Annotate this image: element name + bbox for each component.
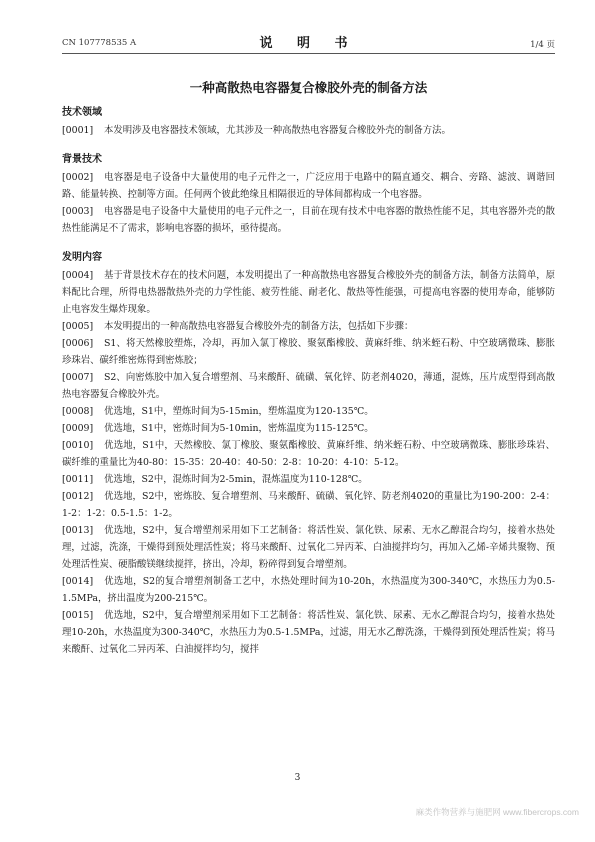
paragraph-text: 优选地，S1中，塑炼时间为5-15min，塑炼温度为120-135℃。 (104, 406, 374, 417)
paragraph (62, 369, 555, 403)
page-number: 3 (294, 773, 301, 783)
paragraph (62, 607, 555, 658)
document-type-heading: 说 明 书 (259, 36, 358, 51)
paragraph-text: 优选地，S2的复合增塑剂制备工艺中，水热处理时间为10-20h，水热温度为300-340℃，水热压力为0.5-1.5MPa，挤出温度为200-215℃。 (62, 576, 555, 604)
document-body (62, 104, 555, 658)
paragraph-text: 优选地，S1中，密炼时间为5-10min，密炼温度为115-125℃。 (104, 423, 374, 434)
paragraph-number: [0001] (62, 125, 94, 136)
paragraph (62, 488, 555, 522)
page-header (62, 30, 555, 51)
paragraph-text: 电容器是电子设备中大量使用的电子元件之一，目前在现有技术中电容器的散热性能不足，其电容器外壳的散热性能满足不了需求，影响电容器的损坏，亟待提高。 (62, 206, 555, 234)
paragraph-number: [0006] (62, 338, 94, 349)
paragraph-number: [0007] (62, 372, 94, 383)
paragraph-number: [0005] (62, 321, 94, 332)
paragraph (62, 203, 555, 237)
paragraph (62, 169, 555, 203)
paragraph (62, 573, 555, 607)
paragraph-number: [0003] (62, 206, 94, 217)
paragraph-number: [0009] (62, 423, 94, 434)
paragraph (62, 318, 555, 335)
paragraph (62, 420, 555, 437)
paragraph-text: S1、将天然橡胶塑炼，冷却，再加入氯丁橡胶、聚氨酯橡胶、黄麻纤维、纳米蛭石粉、中空玻璃微珠、膨胀珍珠岩、碳纤维密炼得到密炼胶； (62, 338, 555, 366)
paragraph-text: 优选地，S2中，复合增塑剂采用如下工艺制备：将活性炭、氯化铁、尿素、无水乙醇混合均匀，接着水热处理，过滤，洗涤，干燥得到预处理活性炭；将马来酸酐、过氧化二异丙苯、白油搅拌均匀，再加入乙烯-辛烯共聚物、预处理活性炭、硬脂酸镁继续搅拌，挤出，冷却，粉碎得到复合增塑剂。 (62, 525, 555, 570)
paragraph (62, 403, 555, 420)
section-heading-tech-field: 技术领域 (62, 107, 102, 118)
section-heading-summary: 发明内容 (62, 252, 102, 263)
paragraph-number: [0012] (62, 491, 94, 502)
paragraph-text: 优选地，S2中，复合增塑剂采用如下工艺制备：将活性炭、氯化铁、尿素、无水乙醇混合均匀，接着水热处理10-20h，水热温度为300-340℃，水热压力为0.5-1.5MPa，过滤，用无水乙醇洗涤，干燥得到预处理活性炭；将马来酸酐、过氧化二异丙苯、白油搅拌均匀，搅拌 (62, 610, 555, 655)
paragraph-text: S2、向密炼胶中加入复合增塑剂、马来酸酐、硫磺、氧化锌、防老剂4020，薄通，混炼，压片成型得到高散热电容器复合橡胶外壳。 (62, 372, 555, 400)
paragraph-text: 本发明提出的一种高散热电容器复合橡胶外壳的制备方法，包括如下步骤： (104, 321, 414, 332)
document-title: 一种高散热电容器复合橡胶外壳的制备方法 (189, 80, 428, 95)
paragraph-number: [0008] (62, 406, 94, 417)
paragraph-number: [0002] (62, 172, 94, 183)
section-heading-background: 背景技术 (62, 154, 102, 165)
watermark: 麻类作物营养与施肥网 www.fibercrops.com (415, 807, 579, 817)
patent-number: CN 107778535 A (62, 38, 137, 48)
page-counter: 1/4 页 (530, 40, 555, 50)
paragraph-number: [0004] (62, 270, 94, 281)
paragraph-number: [0011] (62, 474, 94, 485)
paragraph-number: [0015] (62, 610, 94, 621)
header-divider (62, 53, 555, 54)
paragraph-number: [0013] (62, 525, 94, 536)
paragraph-text: 优选地，S2中，密炼胶、复合增塑剂、马来酸酐、硫磺、氧化锌、防老剂4020的重量比为190-200：2-4：1-2：1-2：0.5-1.5：1-2。 (62, 491, 555, 519)
paragraph-text: 电容器是电子设备中大量使用的电子元件之一，广泛应用于电路中的隔直通交、耦合、旁路、滤波、调谐回路、能量转换、控制等方面。任何两个彼此绝缘且相隔很近的导体间都构成一个电容器。 (62, 172, 555, 200)
paragraph (62, 122, 555, 139)
paragraph-text: 优选地，S1中，天然橡胶、氯丁橡胶、聚氨酯橡胶、黄麻纤维、纳米蛭石粉、中空玻璃微珠、膨胀珍珠岩、碳纤维的重量比为40-80：15-35：20-40：40-50：2-8：10-20：4-10：5-12。 (62, 440, 555, 468)
paragraph (62, 522, 555, 573)
paragraph-text: 优选地，S2中，混炼时间为2-5min，混炼温度为110-128℃。 (104, 474, 368, 485)
paragraph-number: [0014] (62, 576, 94, 587)
paragraph-number: [0010] (62, 440, 94, 451)
paragraph-text: 基于背景技术存在的技术问题，本发明提出了一种高散热电容器复合橡胶外壳的制备方法，制备方法简单，原料配比合理，所得电热器散热外壳的力学性能、疲劳性能、耐老化、散热等性能强，可提高电容器的使用寿命，能够防止电容发生爆炸现象。 (62, 270, 555, 315)
paragraph (62, 471, 555, 488)
paragraph (62, 267, 555, 318)
paragraph-text: 本发明涉及电容器技术领域，尤其涉及一种高散热电容器复合橡胶外壳的制备方法。 (104, 125, 451, 136)
paragraph (62, 437, 555, 471)
paragraph (62, 335, 555, 369)
